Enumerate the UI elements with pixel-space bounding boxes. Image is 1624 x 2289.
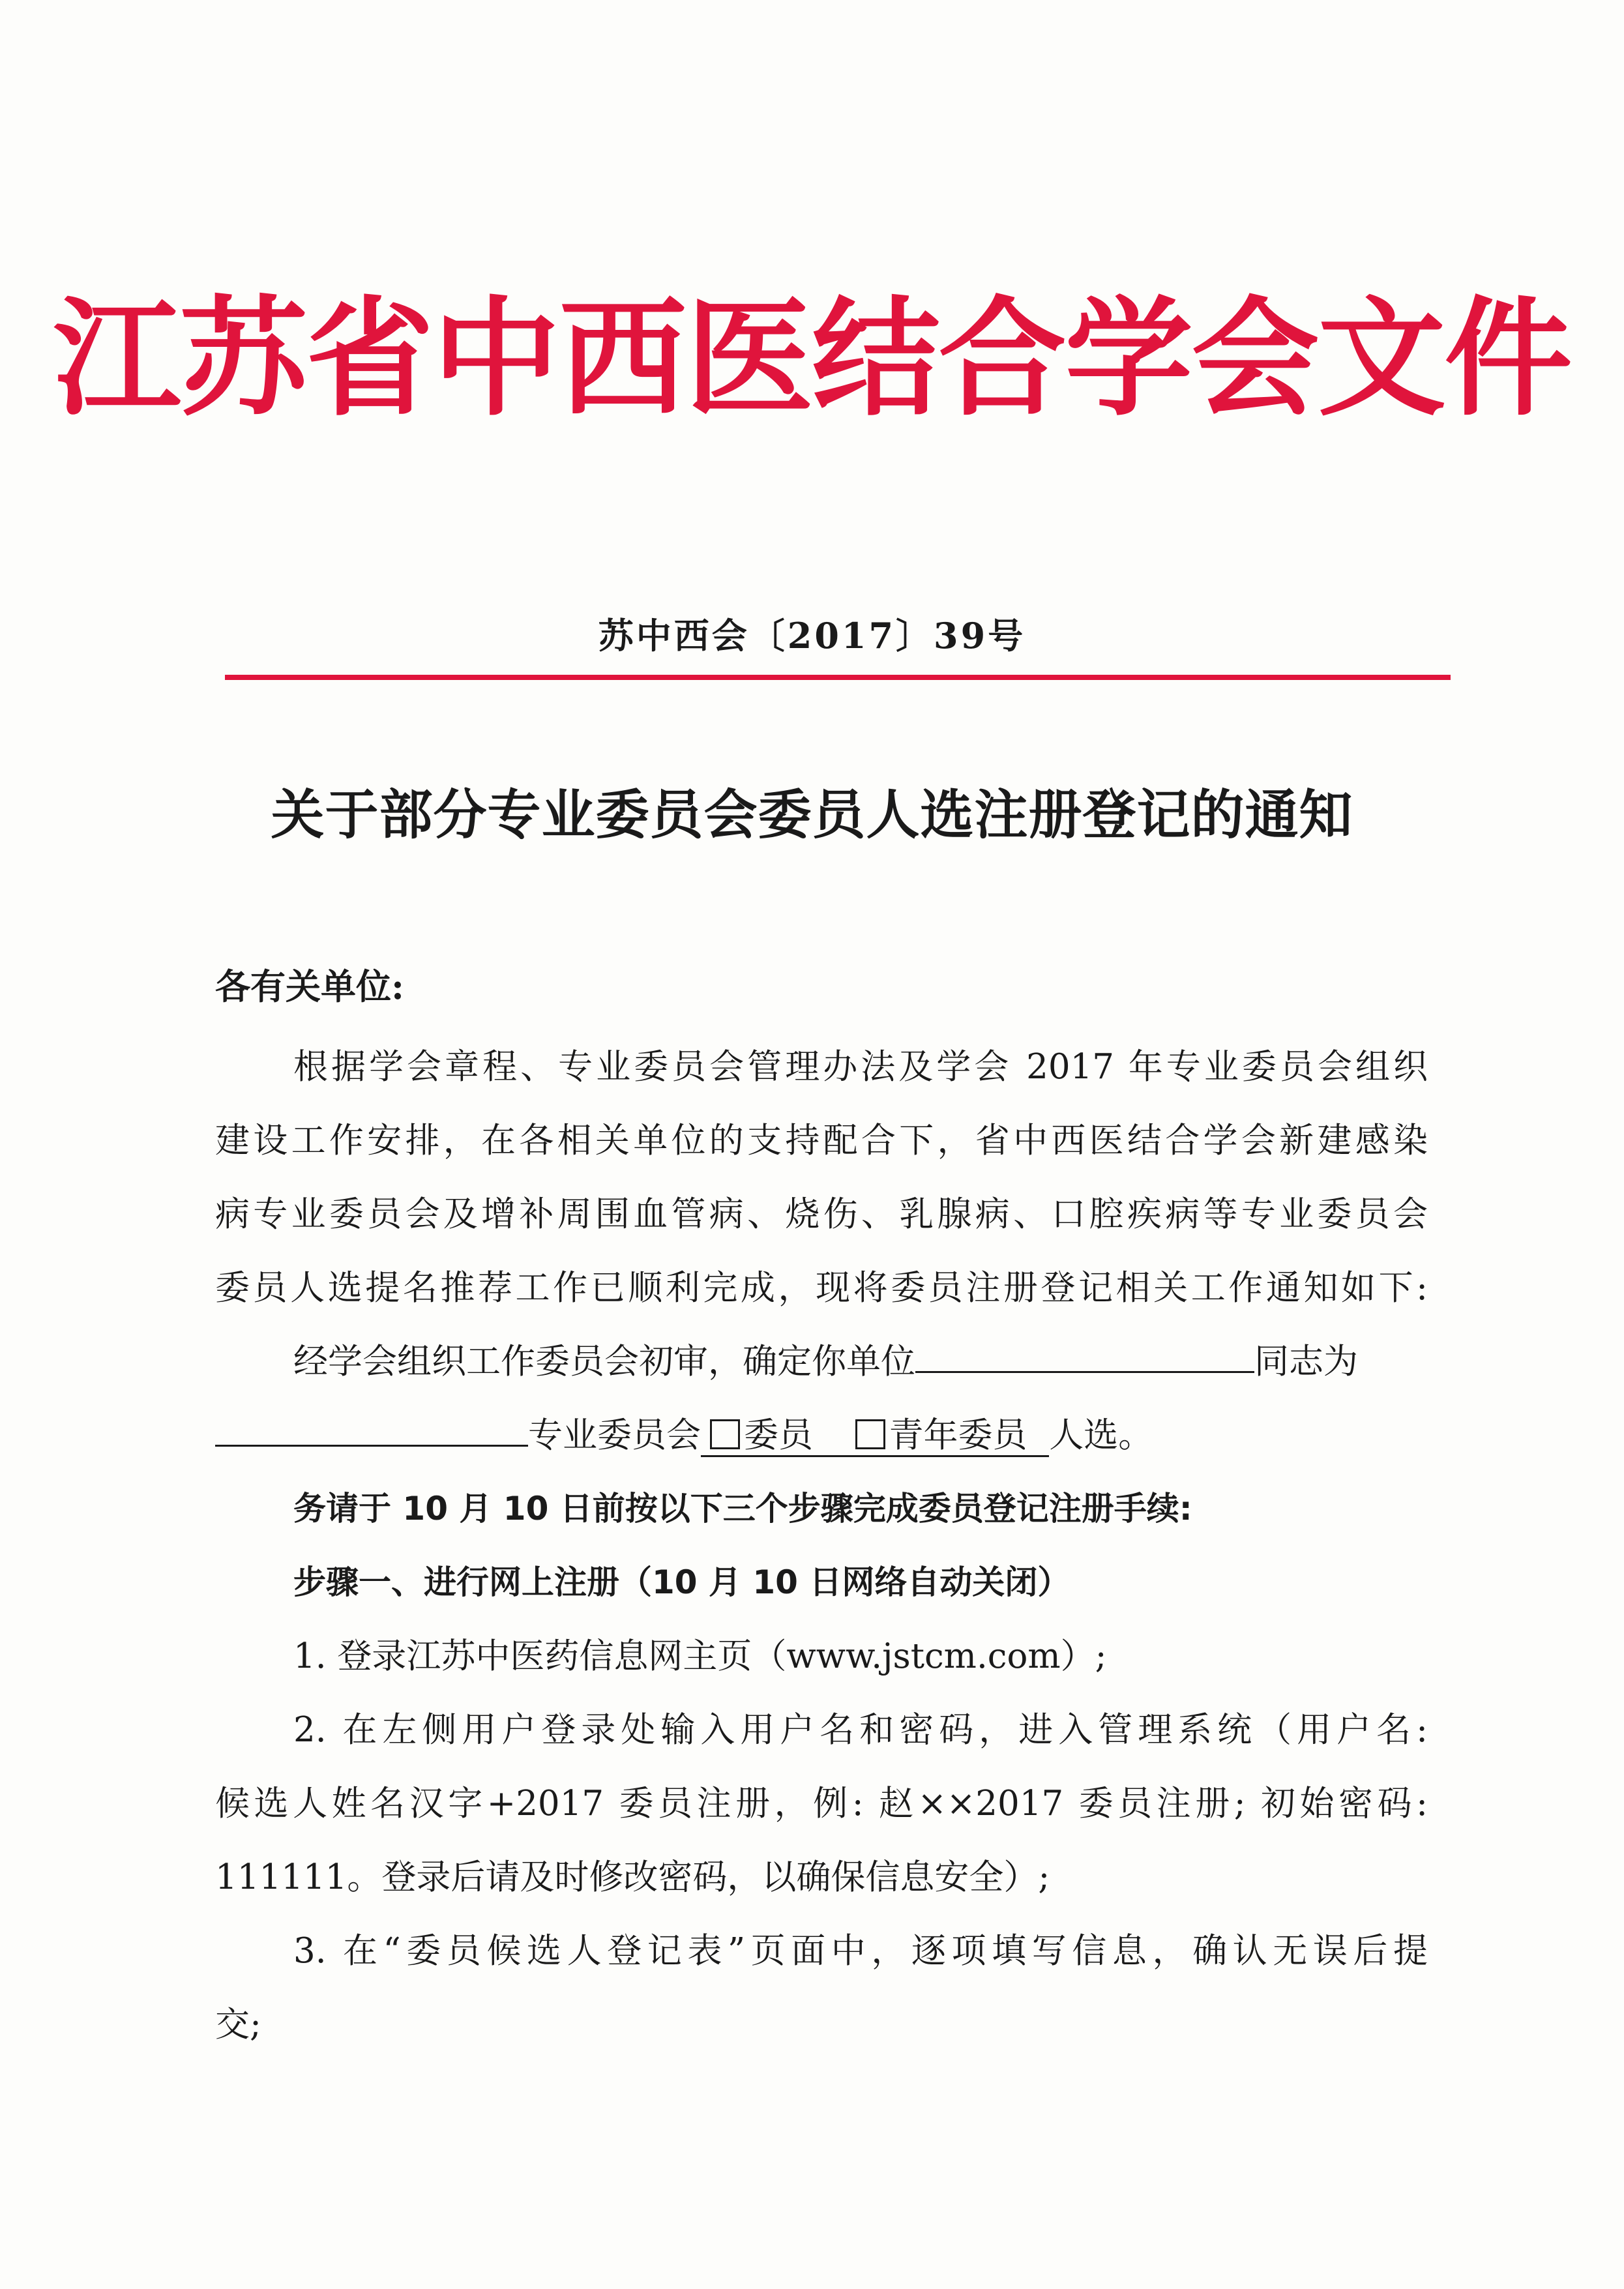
step-item-2-line1: 2. 在左侧用户登录处输入用户名和密码，进入管理系统（用户名: xyxy=(293,1710,1428,1750)
unit-blank xyxy=(915,1332,1254,1373)
option-young-member-label: 青年委员 xyxy=(889,1415,1027,1455)
step-item-2-line2: 候选人姓名汉字+2017 委员注册，例: 赵××2017 委员注册; 初始密码: xyxy=(215,1784,1428,1824)
candidate-suffix: 人选。 xyxy=(1049,1415,1153,1455)
paragraph2-line2 xyxy=(215,1398,1428,1472)
paragraph1-line2: 建设工作安排，在各相关单位的支持配合下，省中西医结合学会新建感染 xyxy=(215,1121,1428,1160)
role-options xyxy=(701,1415,1049,1457)
committee-label: 专业委员会 xyxy=(528,1415,701,1455)
salutation: 各有关单位: xyxy=(215,966,404,1007)
step-item-1: 1. 登录江苏中医药信息网主页（www.jstcm.com）; xyxy=(293,1636,1107,1676)
deadline-instruction: 务请于 10 月 10 日前按以下三个步骤完成委员登记注册手续: xyxy=(293,1490,1192,1528)
step-item-2-line3: 111111。登录后请及时修改密码，以确保信息安全）; xyxy=(215,1857,1050,1897)
notice-title: 关于部分专业委员会委员人选注册登记的通知 xyxy=(271,784,1353,846)
step1-heading: 步骤一、进行网上注册（10 月 10 日网络自动关闭） xyxy=(293,1563,1070,1601)
paragraph2-line1 xyxy=(215,1325,1428,1398)
paragraph1-line4: 委员人选提名推荐工作已顺利完成，现将委员注册登记相关工作通知如下: xyxy=(215,1268,1428,1308)
notice-body xyxy=(215,1030,1428,2061)
checkbox-young-member xyxy=(855,1419,885,1449)
red-divider-line xyxy=(225,675,1451,680)
paragraph1-line1: 根据学会章程、专业委员会管理办法及学会 2017 年专业委员会组织 xyxy=(293,1047,1428,1087)
unit-prefix: 经学会组织工作委员会初审，确定你单位 xyxy=(293,1342,915,1381)
document-number: 苏中西会〔2017〕39号 xyxy=(598,615,1026,657)
step-item-3-line2: 交; xyxy=(215,2005,261,2045)
step-item-3-line1: 3. 在“委员候选人登记表”页面中，逐项填写信息，确认无误后提 xyxy=(293,1931,1428,1971)
checkbox-member xyxy=(710,1419,740,1449)
comrade-suffix: 同志为 xyxy=(1254,1342,1358,1381)
paragraph1-line3: 病专业委员会及增补周围血管病、烧伤、乳腺病、口腔疾病等专业委员会 xyxy=(215,1194,1428,1234)
option-member-label: 委员 xyxy=(744,1415,813,1455)
masthead-title: 江苏省中西医结合学会文件 xyxy=(53,284,1571,434)
committee-blank xyxy=(215,1406,528,1447)
